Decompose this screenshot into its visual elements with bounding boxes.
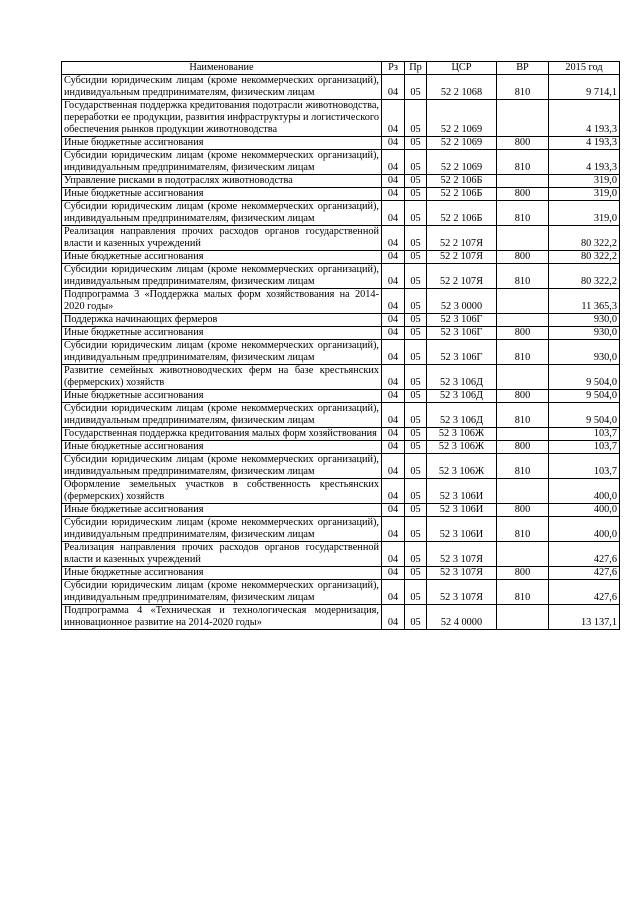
row-vr: 810 bbox=[497, 340, 549, 365]
row-pr: 05 bbox=[405, 340, 427, 365]
row-csr: 52 3 106Д bbox=[427, 365, 497, 390]
row-amount: 80 322,2 bbox=[549, 226, 620, 251]
row-name: Субсидии юридическим лицам (кроме некоммерческих организаций), индивидуальным предпринимателям, физическим лицам bbox=[62, 454, 382, 479]
row-name: Субсидии юридическим лицам (кроме некоммерческих организаций), индивидуальным предпринимателям, физическим лицам bbox=[62, 580, 382, 605]
row-csr: 52 2 1069 bbox=[427, 150, 497, 175]
row-rz: 04 bbox=[382, 314, 405, 327]
table-row bbox=[62, 605, 620, 630]
row-rz: 04 bbox=[382, 75, 405, 100]
table-row bbox=[62, 517, 620, 542]
row-csr: 52 2 1069 bbox=[427, 100, 497, 137]
row-rz: 04 bbox=[382, 188, 405, 201]
row-name: Развитие семейных животноводческих ферм на базе крестьянских (фермерских) хозяйств bbox=[62, 365, 382, 390]
table-row bbox=[62, 314, 620, 327]
row-name: Субсидии юридическим лицам (кроме некоммерческих организаций), индивидуальным предпринимателям, физическим лицам bbox=[62, 201, 382, 226]
row-amount: 427,6 bbox=[549, 567, 620, 580]
table-row bbox=[62, 479, 620, 504]
row-rz: 04 bbox=[382, 605, 405, 630]
table-row bbox=[62, 251, 620, 264]
row-amount: 9 714,1 bbox=[549, 75, 620, 100]
row-name: Субсидии юридическим лицам (кроме некоммерческих организаций), индивидуальным предпринимателям, физическим лицам bbox=[62, 150, 382, 175]
row-vr: 810 bbox=[497, 403, 549, 428]
row-rz: 04 bbox=[382, 390, 405, 403]
row-vr: 800 bbox=[497, 251, 549, 264]
row-csr: 52 3 106Ж bbox=[427, 428, 497, 441]
table-row bbox=[62, 226, 620, 251]
row-vr bbox=[497, 365, 549, 390]
row-rz: 04 bbox=[382, 479, 405, 504]
table-row bbox=[62, 201, 620, 226]
table-row bbox=[62, 403, 620, 428]
row-amount: 319,0 bbox=[549, 188, 620, 201]
row-name: Иные бюджетные ассигнования bbox=[62, 137, 382, 150]
row-vr: 800 bbox=[497, 390, 549, 403]
row-rz: 04 bbox=[382, 327, 405, 340]
row-csr: 52 3 107Я bbox=[427, 567, 497, 580]
row-name: Субсидии юридическим лицам (кроме некоммерческих организаций), индивидуальным предпринимателям, физическим лицам bbox=[62, 75, 382, 100]
row-pr: 05 bbox=[405, 150, 427, 175]
row-amount: 4 193,3 bbox=[549, 137, 620, 150]
table-row bbox=[62, 580, 620, 605]
row-amount: 9 504,0 bbox=[549, 365, 620, 390]
row-pr: 05 bbox=[405, 314, 427, 327]
table-row bbox=[62, 340, 620, 365]
row-name: Государственная поддержка кредитования малых форм хозяйствования bbox=[62, 428, 382, 441]
row-rz: 04 bbox=[382, 428, 405, 441]
row-amount: 9 504,0 bbox=[549, 403, 620, 428]
row-name: Субсидии юридическим лицам (кроме некоммерческих организаций), индивидуальным предпринимателям, физическим лицам bbox=[62, 517, 382, 542]
row-name: Государственная поддержка кредитования подотрасли животноводства, переработки ее продукции, развития инфраструктуры и логистического обеспечения рынков продукции животноводства bbox=[62, 100, 382, 137]
row-vr: 800 bbox=[497, 504, 549, 517]
row-vr: 800 bbox=[497, 137, 549, 150]
row-pr: 05 bbox=[405, 542, 427, 567]
row-csr: 52 3 106Ж bbox=[427, 441, 497, 454]
row-csr: 52 3 106И bbox=[427, 504, 497, 517]
row-name: Управление рисками в подотраслях животноводства bbox=[62, 175, 382, 188]
row-pr: 05 bbox=[405, 504, 427, 517]
row-vr: 810 bbox=[497, 264, 549, 289]
table-row bbox=[62, 428, 620, 441]
row-rz: 04 bbox=[382, 340, 405, 365]
table-row bbox=[62, 454, 620, 479]
row-amount: 4 193,3 bbox=[549, 150, 620, 175]
row-csr: 52 2 106Б bbox=[427, 201, 497, 226]
row-csr: 52 3 107Я bbox=[427, 542, 497, 567]
row-pr: 05 bbox=[405, 226, 427, 251]
row-vr: 810 bbox=[497, 75, 549, 100]
table-row bbox=[62, 100, 620, 137]
row-csr: 52 3 106Г bbox=[427, 314, 497, 327]
row-vr bbox=[497, 542, 549, 567]
row-csr: 52 2 106Б bbox=[427, 175, 497, 188]
row-vr bbox=[497, 289, 549, 314]
row-rz: 04 bbox=[382, 201, 405, 226]
row-pr: 05 bbox=[405, 100, 427, 137]
row-pr: 05 bbox=[405, 289, 427, 314]
row-vr: 810 bbox=[497, 454, 549, 479]
header-pr: Пр bbox=[405, 62, 427, 75]
row-pr: 05 bbox=[405, 264, 427, 289]
row-name: Субсидии юридическим лицам (кроме некоммерческих организаций), индивидуальным предпринимателям, физическим лицам bbox=[62, 264, 382, 289]
row-amount: 930,0 bbox=[549, 340, 620, 365]
row-csr: 52 3 106Д bbox=[427, 403, 497, 428]
row-csr: 52 2 107Я bbox=[427, 226, 497, 251]
row-csr: 52 3 106И bbox=[427, 479, 497, 504]
row-rz: 04 bbox=[382, 454, 405, 479]
header-vr: ВР bbox=[497, 62, 549, 75]
row-name: Реализация направления прочих расходов органов государственной власти и казенных учреждений bbox=[62, 542, 382, 567]
row-amount: 80 322,2 bbox=[549, 264, 620, 289]
row-amount: 80 322,2 bbox=[549, 251, 620, 264]
row-vr: 800 bbox=[497, 567, 549, 580]
row-pr: 05 bbox=[405, 175, 427, 188]
row-rz: 04 bbox=[382, 289, 405, 314]
row-name: Субсидии юридическим лицам (кроме некоммерческих организаций), индивидуальным предпринимателям, физическим лицам bbox=[62, 403, 382, 428]
row-pr: 05 bbox=[405, 517, 427, 542]
row-name: Иные бюджетные ассигнования bbox=[62, 251, 382, 264]
row-vr: 810 bbox=[497, 580, 549, 605]
row-amount: 4 193,3 bbox=[549, 100, 620, 137]
row-pr: 05 bbox=[405, 567, 427, 580]
header-year: 2015 год bbox=[549, 62, 620, 75]
row-rz: 04 bbox=[382, 403, 405, 428]
row-rz: 04 bbox=[382, 100, 405, 137]
row-amount: 11 365,3 bbox=[549, 289, 620, 314]
budget-table bbox=[61, 61, 620, 630]
row-rz: 04 bbox=[382, 226, 405, 251]
row-vr bbox=[497, 175, 549, 188]
row-rz: 04 bbox=[382, 567, 405, 580]
row-pr: 05 bbox=[405, 390, 427, 403]
header-csr: ЦСР bbox=[427, 62, 497, 75]
table-row bbox=[62, 75, 620, 100]
table-row bbox=[62, 504, 620, 517]
row-csr: 52 2 107Я bbox=[427, 251, 497, 264]
header-rz: Рз bbox=[382, 62, 405, 75]
row-pr: 05 bbox=[405, 454, 427, 479]
table-row bbox=[62, 150, 620, 175]
row-rz: 04 bbox=[382, 264, 405, 289]
row-vr bbox=[497, 100, 549, 137]
row-csr: 52 3 106Г bbox=[427, 327, 497, 340]
row-csr: 52 2 107Я bbox=[427, 264, 497, 289]
row-amount: 103,7 bbox=[549, 428, 620, 441]
row-vr: 800 bbox=[497, 441, 549, 454]
row-name: Иные бюджетные ассигнования bbox=[62, 504, 382, 517]
row-pr: 05 bbox=[405, 327, 427, 340]
row-rz: 04 bbox=[382, 251, 405, 264]
table-row bbox=[62, 137, 620, 150]
row-rz: 04 bbox=[382, 137, 405, 150]
row-amount: 400,0 bbox=[549, 504, 620, 517]
row-name: Оформление земельных участков в собственность крестьянских (фермерских) хозяйств bbox=[62, 479, 382, 504]
row-csr: 52 3 0000 bbox=[427, 289, 497, 314]
row-name: Подпрограмма 3 «Поддержка малых форм хозяйствования на 2014-2020 годы» bbox=[62, 289, 382, 314]
row-pr: 05 bbox=[405, 428, 427, 441]
row-pr: 05 bbox=[405, 201, 427, 226]
row-rz: 04 bbox=[382, 517, 405, 542]
table-row bbox=[62, 175, 620, 188]
row-pr: 05 bbox=[405, 580, 427, 605]
row-pr: 05 bbox=[405, 251, 427, 264]
row-csr: 52 2 106Б bbox=[427, 188, 497, 201]
row-name: Иные бюджетные ассигнования bbox=[62, 567, 382, 580]
row-amount: 427,6 bbox=[549, 542, 620, 567]
row-vr: 800 bbox=[497, 327, 549, 340]
row-pr: 05 bbox=[405, 365, 427, 390]
row-name: Подпрограмма 4 «Техническая и технологическая модернизация, инновационное развитие на 2014-2020 годы» bbox=[62, 605, 382, 630]
row-amount: 319,0 bbox=[549, 175, 620, 188]
row-name: Иные бюджетные ассигнования bbox=[62, 441, 382, 454]
row-pr: 05 bbox=[405, 75, 427, 100]
table-row bbox=[62, 567, 620, 580]
row-name: Иные бюджетные ассигнования bbox=[62, 327, 382, 340]
row-name: Иные бюджетные ассигнования bbox=[62, 390, 382, 403]
row-pr: 05 bbox=[405, 188, 427, 201]
row-csr: 52 2 1069 bbox=[427, 137, 497, 150]
row-csr: 52 2 1068 bbox=[427, 75, 497, 100]
row-csr: 52 3 106И bbox=[427, 517, 497, 542]
row-csr: 52 3 106Г bbox=[427, 340, 497, 365]
row-vr bbox=[497, 314, 549, 327]
row-vr: 810 bbox=[497, 517, 549, 542]
row-csr: 52 3 106Ж bbox=[427, 454, 497, 479]
row-vr bbox=[497, 428, 549, 441]
row-amount: 9 504,0 bbox=[549, 390, 620, 403]
row-csr: 52 3 106Д bbox=[427, 390, 497, 403]
row-rz: 04 bbox=[382, 150, 405, 175]
row-amount: 930,0 bbox=[549, 327, 620, 340]
row-pr: 05 bbox=[405, 479, 427, 504]
row-vr bbox=[497, 605, 549, 630]
row-amount: 103,7 bbox=[549, 441, 620, 454]
row-pr: 05 bbox=[405, 137, 427, 150]
table-row bbox=[62, 327, 620, 340]
row-rz: 04 bbox=[382, 542, 405, 567]
row-name: Субсидии юридическим лицам (кроме некоммерческих организаций), индивидуальным предпринимателям, физическим лицам bbox=[62, 340, 382, 365]
table-header-row bbox=[62, 62, 620, 75]
row-pr: 05 bbox=[405, 441, 427, 454]
table-row bbox=[62, 264, 620, 289]
row-pr: 05 bbox=[405, 403, 427, 428]
row-rz: 04 bbox=[382, 175, 405, 188]
table-body bbox=[62, 75, 620, 630]
row-name: Иные бюджетные ассигнования bbox=[62, 188, 382, 201]
row-rz: 04 bbox=[382, 580, 405, 605]
row-csr: 52 4 0000 bbox=[427, 605, 497, 630]
row-name: Поддержка начинающих фермеров bbox=[62, 314, 382, 327]
row-amount: 427,6 bbox=[549, 580, 620, 605]
row-amount: 400,0 bbox=[549, 479, 620, 504]
row-amount: 319,0 bbox=[549, 201, 620, 226]
row-amount: 930,0 bbox=[549, 314, 620, 327]
row-rz: 04 bbox=[382, 441, 405, 454]
row-csr: 52 3 107Я bbox=[427, 580, 497, 605]
table-row bbox=[62, 188, 620, 201]
row-amount: 400,0 bbox=[549, 517, 620, 542]
row-vr bbox=[497, 479, 549, 504]
row-vr: 800 bbox=[497, 188, 549, 201]
row-vr bbox=[497, 226, 549, 251]
header-name: Наименование bbox=[62, 62, 382, 75]
row-amount: 103,7 bbox=[549, 454, 620, 479]
row-rz: 04 bbox=[382, 504, 405, 517]
row-rz: 04 bbox=[382, 365, 405, 390]
row-vr: 810 bbox=[497, 201, 549, 226]
table-row bbox=[62, 390, 620, 403]
row-pr: 05 bbox=[405, 605, 427, 630]
row-name: Реализация направления прочих расходов органов государственной власти и казенных учреждений bbox=[62, 226, 382, 251]
table-row bbox=[62, 542, 620, 567]
row-amount: 13 137,1 bbox=[549, 605, 620, 630]
table-row bbox=[62, 289, 620, 314]
table-row bbox=[62, 365, 620, 390]
row-vr: 810 bbox=[497, 150, 549, 175]
table-row bbox=[62, 441, 620, 454]
